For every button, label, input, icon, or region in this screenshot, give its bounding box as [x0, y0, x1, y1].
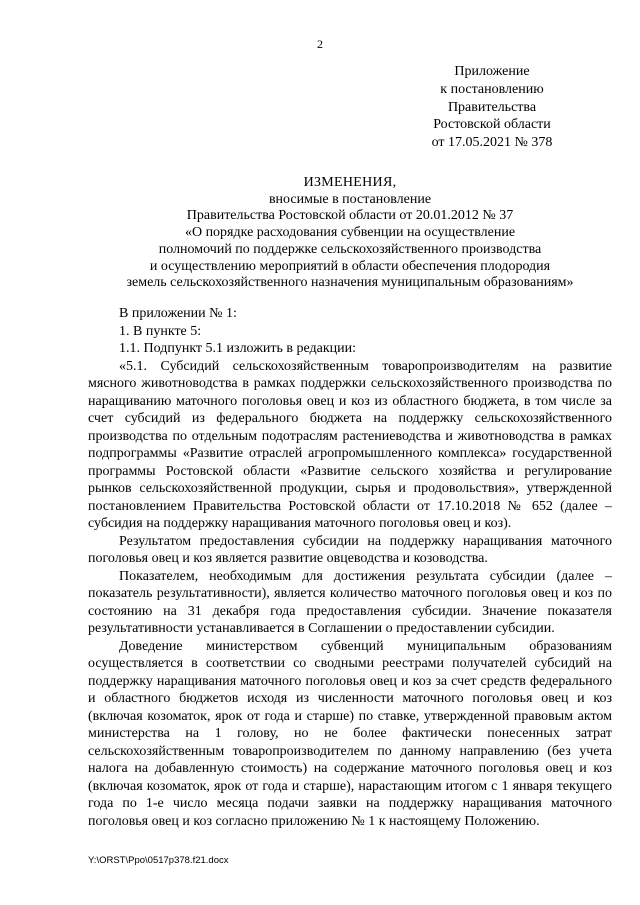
title-heading: ИЗМЕНЕНИЯ,	[303, 175, 397, 190]
appendix-line: Ростовской области	[433, 117, 551, 133]
paragraph: Показателем, необходимым для достижения результата субсидии (далее – показатель результативности), является количество маточного поголовья овец и коз по состоянию на 31 декабря года предоставления субсидии. Значение показателя результативности устанавливается в Соглашении о предоставлении субсидии.	[88, 568, 612, 636]
paragraph: 1.1. Подпункт 5.1 изложить в редакции:	[119, 341, 357, 356]
appendix-header	[402, 63, 582, 152]
title-line: полномочий по поддержке сельскохозяйственного производства	[158, 241, 542, 257]
paragraph: В приложении № 1:	[119, 306, 237, 321]
appendix-line: Правительства	[447, 99, 537, 115]
paragraph: Доведение министерством субвенций муниципальным образованиям осуществляется в соответствии со сводными реестрами получателей субсидий на поддержку наращивания маточного поголовья овец и коз за счет средств федерального и областного бюджетов исходя из численности маточного поголовья овец и коз (включая козоматок, ярок от года и старше) по ставке, утвержденной правовым актом министерства на 1 голову, но не более фактически понесенных затрат сельскохозяйственным товаропроизводителем по данному направлению (без учета налога на добавленную стоимость) на содержание маточного поголовья овец и коз (включая козоматок, ярок от года и старше), нарастающим итогом с 1 января текущего года по 1-е число месяца подачи заявки на поддержку наращивания маточного поголовья овец и коз согласно приложению № 1 к настоящему Положению.	[88, 638, 612, 829]
appendix-line: Приложение	[454, 64, 530, 79]
title-line: «О порядке расходования субвенции на осуществление	[184, 225, 516, 241]
appendix-line: от 17.05.2021 № 378	[431, 135, 553, 151]
file-path-footer: Y:\ORST\Ppo\0517p378.f21.docx	[88, 855, 229, 866]
title-line: вносимые в постановление	[268, 191, 432, 207]
title-line: и осуществлению мероприятий в области обеспечения плодородия	[149, 258, 551, 274]
title-line: Правительства Ростовской области от 20.01.2012 № 37	[186, 208, 514, 224]
paragraph: Результатом предоставления субсидии на поддержку наращивания маточного поголовья овец и коз является развитие овцеводства и козоводства.	[88, 533, 612, 566]
paragraph: 1. В пункте 5:	[119, 323, 202, 339]
title-line: земель сельскохозяйственного назначения муниципальным образованиям»	[126, 275, 574, 291]
page-number: 2	[317, 37, 323, 51]
paragraph: «5.1. Субсидий сельскохозяйственным товаропроизводителям на развитие мясного животноводства в рамках поддержки сельскохозяйственного производства по наращиванию маточного поголовья овец и коз из областного бюджета, в том числе за счет субсидий из федерального бюджета на поддержку сельскохозяйственного производства по отдельным подотраслям растениеводства и животноводства в рамках подпрограммы «Развитие отраслей агропромышленного комплекса» государственной программы Ростовской области «Развитие сельского хозяйства и регулирование рынков сельскохозяйственной продукции, сырья и продовольствия», утвержденной постановлением Правительства Ростовской области от 17.10.2018 № 652 (далее – субсидия на поддержку наращивания маточного поголовья овец и коз).	[88, 358, 612, 531]
document-title	[88, 175, 612, 292]
appendix-line: к постановлению	[440, 81, 544, 97]
document-body	[88, 305, 612, 830]
